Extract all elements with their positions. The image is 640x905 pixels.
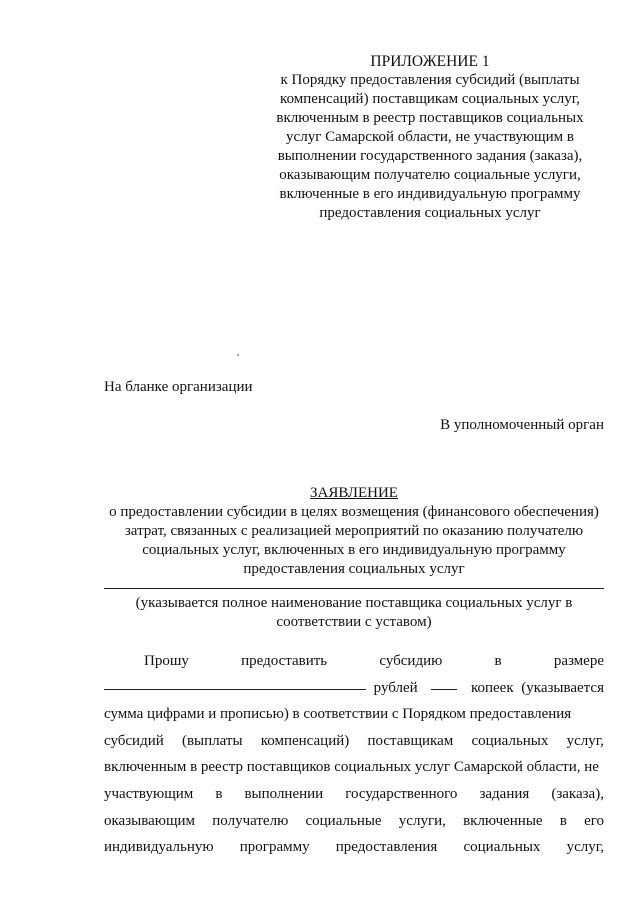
appendix-line: к Порядку предоставления субсидий (выплаты xyxy=(280,72,580,88)
body-word: социальных xyxy=(471,732,549,749)
body-word: индивидуальную xyxy=(104,839,214,856)
statement-subtitle-line: затрат, связанных с реализацией мероприятий по оказанию получателю xyxy=(124,523,584,539)
provider-name-hint xyxy=(104,594,604,632)
body-word: социальные xyxy=(305,812,382,829)
body-line-5 xyxy=(104,754,604,781)
body-word: государственного xyxy=(345,785,458,802)
body-word: предоставления xyxy=(335,839,438,856)
body-word: оказывающим xyxy=(104,812,196,829)
hint-line: (указывается полное наименование поставщика социальных услуг в xyxy=(135,595,573,611)
body-word: (выплаты xyxy=(181,732,243,749)
body-word: услуг, xyxy=(566,839,604,856)
body-word: субсидий xyxy=(104,732,164,749)
body-line-2 xyxy=(104,675,604,702)
appendix-line: компенсаций) поставщикам социальных услуг, xyxy=(280,91,580,107)
statement-subtitle-line: предоставления социальных услуг xyxy=(243,561,465,577)
body-word: выполнении xyxy=(244,785,324,802)
body-word: предоставить xyxy=(241,653,328,669)
amount-kopecks-blank xyxy=(431,675,457,690)
body-word: (указывается xyxy=(521,679,604,696)
body-word: его xyxy=(584,812,604,829)
appendix-block xyxy=(255,52,605,223)
statement-subtitle-line: о предоставлении субсидии в целях возмещения (финансового обеспечения) xyxy=(109,504,599,520)
body-line-1 xyxy=(104,648,604,675)
body-word: задания xyxy=(479,785,530,802)
body-word: Прошу xyxy=(144,653,189,669)
body-word: в xyxy=(559,812,567,829)
body-word: в xyxy=(215,785,223,802)
body-word: участвующим xyxy=(104,785,194,802)
body-text: включенным в реестр поставщиков социальных услуг Самарской области, не xyxy=(104,759,599,776)
statement-heading xyxy=(104,484,604,579)
letterhead-note: На бланке организации xyxy=(104,379,253,395)
body-word: компенсаций) xyxy=(260,732,350,749)
statement-title: ЗАЯВЛЕНИЕ xyxy=(310,485,398,501)
body-word: социальных xyxy=(463,839,541,856)
hint-line: соответствии с уставом) xyxy=(276,614,432,630)
appendix-line: услуг Самарской области, не участвующим в xyxy=(286,129,574,145)
body-line-8 xyxy=(104,834,604,861)
body-line-4 xyxy=(104,728,604,755)
body-line-3 xyxy=(104,701,604,728)
appendix-line: выполнении государственного задания (заказа), xyxy=(277,148,583,164)
body-text: сумма цифрами и прописью) в соответствии с Порядком предоставления xyxy=(104,706,572,723)
body-word: поставщикам xyxy=(367,732,454,749)
appendix-line: предоставления социальных услуг xyxy=(319,205,541,221)
body-word: (заказа), xyxy=(551,785,604,802)
statement-body xyxy=(104,648,604,861)
rubles-label: рублей xyxy=(373,679,418,696)
recipient-line: В уполномоченный орган xyxy=(440,417,604,433)
appendix-line: включенным в реестр поставщиков социальных xyxy=(276,110,584,126)
body-line-6 xyxy=(104,781,604,808)
appendix-line: включенные в его индивидуальную программу xyxy=(279,186,581,202)
body-word: получателю xyxy=(212,812,289,829)
amount-rubles-blank xyxy=(104,675,366,690)
scan-speck xyxy=(237,354,239,356)
body-word: включенные xyxy=(463,812,543,829)
statement-subtitle-line: социальных услуг, включенных в его индивидуальную программу xyxy=(142,542,566,558)
body-word: в xyxy=(494,653,502,669)
provider-name-blank xyxy=(104,588,604,589)
appendix-line: оказывающим получателю социальные услуги, xyxy=(279,167,581,183)
body-word: субсидию xyxy=(379,653,443,669)
appendix-title: ПРИЛОЖЕНИЕ 1 xyxy=(370,53,490,70)
kopecks-label: копеек xyxy=(470,679,514,696)
body-word: размере xyxy=(553,653,604,669)
body-word: услуги, xyxy=(398,812,446,829)
body-line-7 xyxy=(104,808,604,835)
body-word: программу xyxy=(239,839,310,856)
body-word: услуг, xyxy=(566,732,604,749)
